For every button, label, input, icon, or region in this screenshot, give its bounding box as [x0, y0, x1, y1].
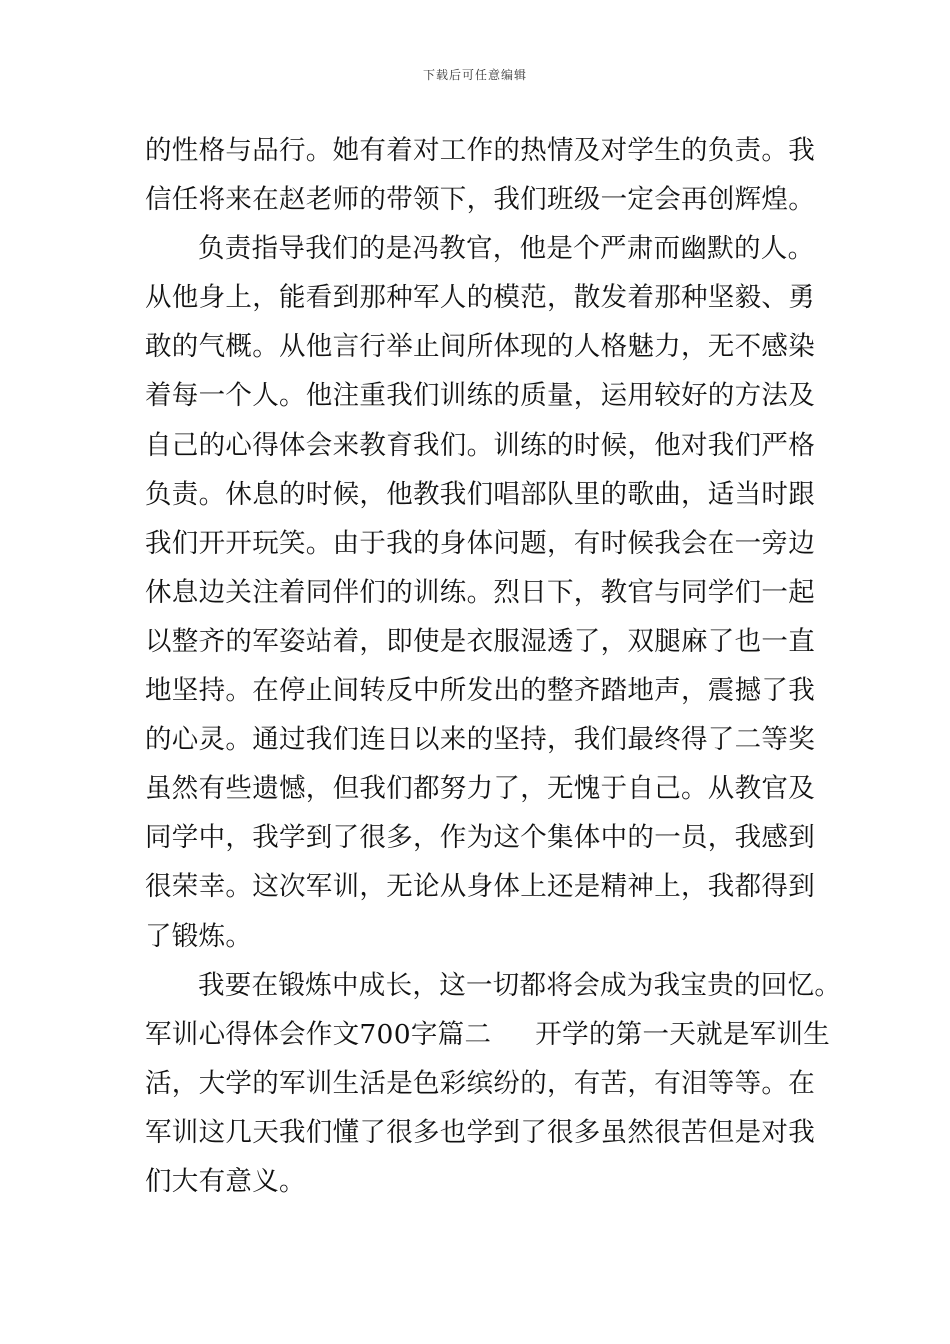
section-title: 军训心得体会作文700字篇二: [145, 1018, 492, 1050]
text-line: 军训这几天我们懂了很多也学到了很多虽然很苦但是对我: [145, 1116, 815, 1148]
text-line: 很荣幸。这次军训，无论从身体上还是精神上，我都得到: [145, 871, 815, 903]
text-line: 信任将来在赵老师的带领下，我们班级一定会再创辉煌。: [145, 184, 815, 216]
text-line: 着每一个人。他注重我们训练的质量，运用较好的方法及: [145, 380, 815, 412]
body-text: [145, 126, 842, 1206]
text-line: 了锻炼。: [145, 920, 253, 952]
text-line: 们大有意义。: [145, 1165, 306, 1197]
text-line-continuation: 开学的第一天就是军训生: [535, 1018, 831, 1050]
paragraph-start-line: 负责指导我们的是冯教官，他是个严肃而幽默的人。: [198, 233, 815, 265]
text-line: 同学中，我学到了很多，作为这个集体中的一员，我感到: [145, 822, 815, 854]
text-line: 休息边关注着同伴们的训练。烈日下，教官与同学们一起: [145, 576, 815, 608]
text-line: 我们开开玩笑。由于我的身体问题，有时候我会在一旁边: [145, 527, 815, 559]
text-line: 以整齐的军姿站着，即使是衣服湿透了，双腿麻了也一直: [145, 625, 815, 657]
text-line: 负责。休息的时候，他教我们唱部队里的歌曲，适当时跟: [145, 478, 815, 510]
text-line: 活，大学的军训生活是色彩缤纷的，有苦，有泪等等。在: [145, 1067, 815, 1099]
text-line: 的性格与品行。她有着对工作的热情及对学生的负责。我: [145, 135, 815, 166]
text-line: 虽然有些遗憾，但我们都努力了，无愧于自己。从教官及: [145, 773, 815, 805]
text-line: 的心灵。通过我们连日以来的坚持，我们最终得了二等奖: [145, 724, 815, 756]
section-title-line: [145, 1010, 831, 1059]
text-line: 地坚持。在停止间转反中所发出的整齐踏地声，震撼了我: [145, 675, 815, 707]
text-line: 敢的气概。从他言行举止间所体现的人格魅力，无不感染: [145, 331, 815, 363]
page-header: 下载后可任意编辑: [422, 68, 527, 82]
paragraph-start-line: 我要在锻炼中成长，这一切都将会成为我宝贵的回忆。: [198, 969, 842, 1001]
text-line: 自己的心得体会来教育我们。训练的时候，他对我们严格: [145, 429, 815, 461]
text-line: 从他身上，能看到那种军人的模范，散发着那种坚毅、勇: [145, 282, 815, 314]
